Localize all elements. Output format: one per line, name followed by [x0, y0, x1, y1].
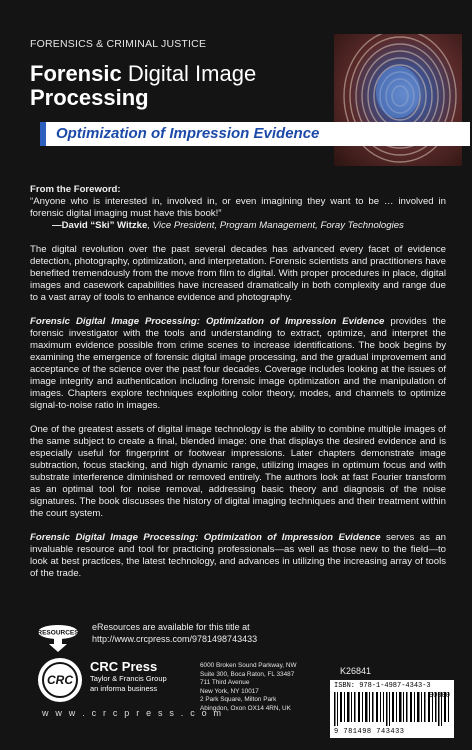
paragraph-4-text: serves as an invaluable resource and tool for practicing professionals—as well as those new to the field—to look at best practices, the latest technology, and advances in utilizing the increasing array of tools of the trade. — [30, 532, 446, 579]
ean-number: 9 781498 743433 — [334, 728, 405, 736]
paragraph-2-text: provides the forensic investigator with the tools and understanding to extract, optimize, and interpret the maximum evidence possible from crime scenes to increase identifications. The book begins by examining the emergence of forensic digital image processing, and the gradual improvement and acceptance of the science over the past four decades. Coverage includes looking at the issues of image integrity and authentication including forensic image optimization and the manipulation of images. Chapters explore techniques exploiting color theory, modes, and channels to optimize signal-to-noise ratio in images. — [30, 316, 447, 411]
subtitle: Optimization of Impression Evidence — [56, 125, 320, 142]
address-line: Suite 300, Boca Raton, FL 33487 — [200, 670, 295, 678]
address-line: New York, NY 10017 — [200, 687, 259, 695]
publisher-group: Taylor & Francis Group — [90, 674, 167, 683]
title-rest-line1: Digital Image — [121, 61, 257, 86]
crc-logo — [36, 656, 84, 704]
publisher-address — [200, 662, 320, 714]
fingerprint-icon — [334, 34, 462, 166]
publisher-name: CRC Press — [90, 659, 158, 674]
fingerprint-image — [334, 34, 462, 166]
foreword-attribution-name: —David “Ski” Witzke — [52, 220, 148, 231]
catalog-code: K26841 — [340, 666, 372, 676]
foreword-attribution — [30, 220, 446, 232]
foreword-heading: From the Foreword: — [30, 184, 121, 195]
address-line: 6000 Broken Sound Parkway, NW — [200, 662, 297, 669]
publisher-tagline: an informa business — [90, 684, 158, 693]
subtitle-bar — [40, 122, 470, 146]
address-line: Abingdon, Oxon OX14 4RN, UK — [200, 704, 291, 712]
crc-logo-text: CRC — [47, 673, 73, 687]
address-line: 2 Park Square, Milton Park — [200, 696, 277, 704]
foreword-quote: “Anyone who is interested in, involved in, or even imagining they want to be … involved in forensic digital imaging must have this book!” — [30, 196, 446, 219]
eresources-line1: eResources are available for this title at — [92, 622, 250, 632]
barcode-bars — [334, 692, 450, 726]
book-title — [30, 62, 330, 110]
foreword-attribution-role: , Vice President, Program Management, Foray Technologies — [147, 220, 404, 231]
paragraph-3: One of the greatest assets of digital image technology is the ability to combine multiple images of the same subject to create a final, blended image: one that displays the desired evidence and is especially useful for fingerprint or footwear impressions. Later chapters demonstrate image subtraction, focus stacking, and high dynamic range, utilizing images in optimum focus and with substrate interference diminished or removed entirely. The authors look at fast Fourier transform as an optimal tool for noise removal, addressing basic theory and diagnosis of the noise signatures. The book discusses the history of digital imaging techniques and their treatment within the court system. — [30, 424, 446, 519]
address-line: 711 Third Avenue — [200, 679, 250, 687]
paragraph-2-title: Forensic Digital Image Processing: Optimization of Impression Evidence — [30, 316, 385, 327]
eresources-url[interactable]: http://www.crcpress.com/9781498743433 — [92, 634, 258, 644]
eresources-text — [92, 621, 332, 645]
paragraph-1: The digital revolution over the past several decades has advanced every facet of evidence detection, photography, optimization, and interpretation. Forensic scientists and practitioners have benefited tremendously from the move from film to digital. With proper procedures in place, digital images and casework capabilities have increased dramatically in both complexity and range due to a vast array of tools to enhance evidence and photography. — [30, 244, 446, 303]
publisher-block — [90, 660, 190, 694]
paragraph-4 — [30, 532, 446, 580]
title-bold-word: Forensic — [30, 61, 122, 86]
website[interactable]: w w w . c r c p r e s s . c o m — [42, 708, 224, 718]
isbn: ISBN: 978-1-4987-4343-3 — [334, 682, 431, 690]
eresources-icon-label: RESOURCES — [37, 629, 79, 637]
eresources-icon — [36, 624, 80, 652]
series-label: FORENSICS & CRIMINAL JUSTICE — [30, 38, 207, 50]
barcode — [330, 680, 454, 738]
title-line2: Processing — [30, 85, 149, 110]
paragraph-4-title: Forensic Digital Image Processing: Optimization of Impression Evidence — [30, 532, 381, 543]
description — [30, 184, 446, 592]
paragraph-2 — [30, 316, 446, 412]
